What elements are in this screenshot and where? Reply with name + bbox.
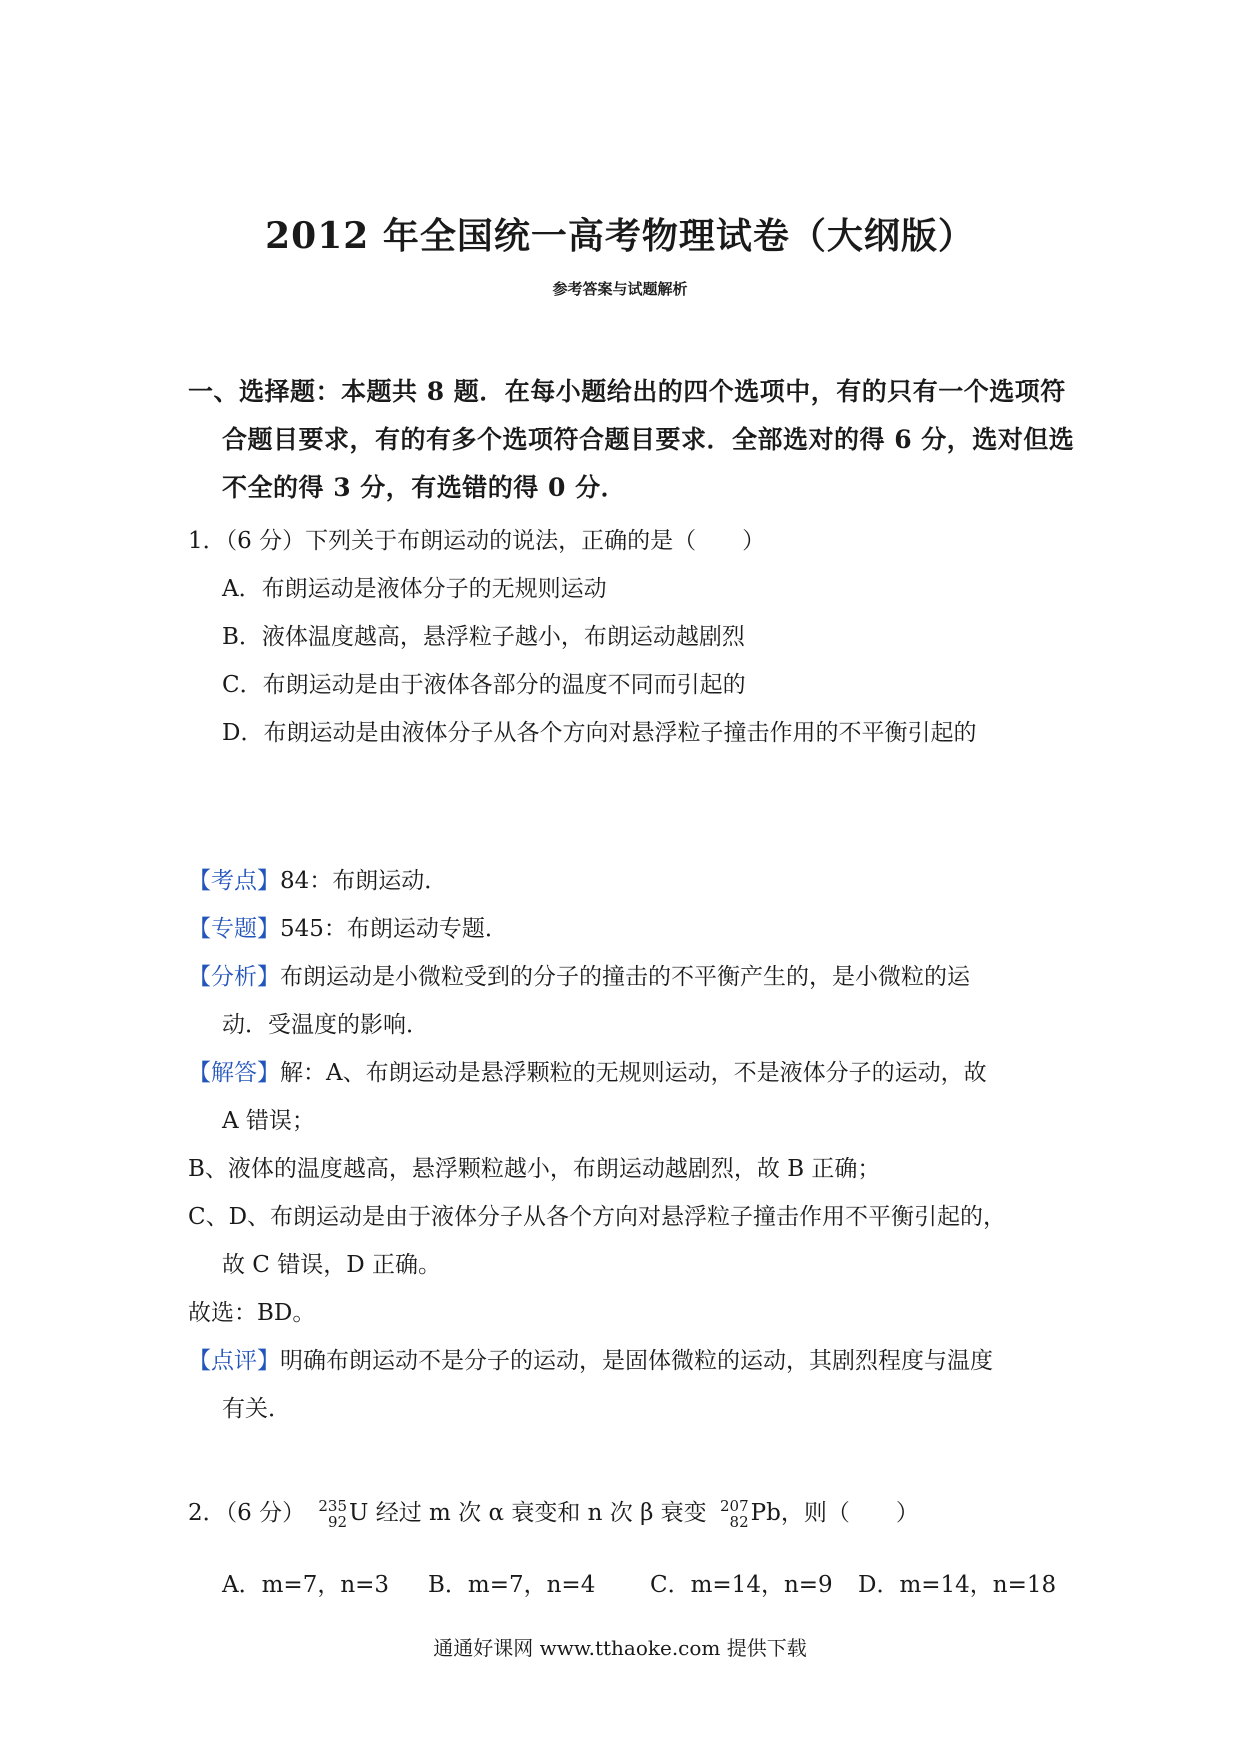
answer-line: 故选：BD。 bbox=[188, 1300, 316, 1326]
jieda-text: 解：A、布朗运动是悬浮颗粒的无规则运动，不是液体分子的运动，故 bbox=[280, 1060, 987, 1086]
fenxi-text: 布朗运动是小微粒受到的分子的撞击的不平衡产生的，是小微粒的运 bbox=[280, 964, 970, 990]
kaodian-text: 84：布朗运动． bbox=[280, 868, 448, 894]
jieda-line bbox=[188, 1054, 987, 1087]
section-heading-line-3: 不全的得 3 分，有选错的得 0 分． bbox=[222, 473, 627, 502]
question-2-option-a: A．m=7，n=3 bbox=[222, 1572, 390, 1598]
section-heading-line-2: 合题目要求，有的有多个选项符合题目要求．全部选对的得 6 分，选对但选 bbox=[222, 425, 1075, 454]
jieda-text-4: C、D、布朗运动是由于液体分子从各个方向对悬浮粒子撞击作用不平衡引起的， bbox=[188, 1204, 1007, 1230]
zhuanti-label: 【专题】 bbox=[188, 916, 280, 942]
question-1-option-d: D．布朗运动是由液体分子从各个方向对悬浮粒子撞击作用的不平衡引起的 bbox=[222, 720, 977, 746]
jieda-text-5: 故 C 错误，D 正确。 bbox=[222, 1252, 441, 1278]
question-2-stem bbox=[188, 1494, 919, 1530]
question-2-option-d: D．m=14，n=18 bbox=[858, 1572, 1057, 1598]
page-title: 2012 年全国统一高考物理试卷（大纲版） bbox=[265, 215, 975, 257]
uranium-mass-number: 235 bbox=[318, 1497, 348, 1515]
question-1-option-b: B．液体温度越高，悬浮粒子越小，布朗运动越剧烈 bbox=[222, 624, 745, 650]
dianping-text: 明确布朗运动不是分子的运动，是固体微粒的运动，其剧烈程度与温度 bbox=[280, 1348, 993, 1374]
section-heading-line-1: 一、选择题：本题共 8 题．在每小题给出的四个选项中，有的只有一个选项符 bbox=[188, 377, 1066, 406]
dianping-line bbox=[188, 1342, 993, 1375]
question-2-prefix: 2．（6 分） bbox=[188, 1500, 306, 1526]
question-1-option-a: A．布朗运动是液体分子的无规则运动 bbox=[222, 576, 607, 602]
page-footer: 通通好课网 www.tthaoke.com 提供下载 bbox=[433, 1636, 807, 1660]
lead-atomic-number: 82 bbox=[729, 1513, 749, 1531]
uranium-nuclide bbox=[318, 1498, 347, 1530]
question-2-option-c: C．m=14，n=9 bbox=[650, 1572, 833, 1598]
question-2-suffix: ，则（ ） bbox=[780, 1500, 919, 1526]
question-2-middle: 经过 m 次 α 衰变和 n 次 β 衰变 bbox=[375, 1500, 707, 1526]
jieda-label: 【解答】 bbox=[188, 1060, 280, 1086]
fenxi-label: 【分析】 bbox=[188, 964, 280, 990]
fenxi-text-continued: 动．受温度的影响． bbox=[222, 1012, 429, 1038]
lead-mass-number: 207 bbox=[720, 1497, 749, 1515]
dianping-label: 【点评】 bbox=[188, 1348, 280, 1374]
lead-symbol: Pb bbox=[750, 1500, 781, 1526]
zhuanti-text: 545：布朗运动专题． bbox=[280, 916, 508, 942]
dianping-text-continued: 有关． bbox=[222, 1396, 291, 1422]
question-1-option-c: C．布朗运动是由于液体各部分的温度不同而引起的 bbox=[222, 672, 746, 698]
page-subtitle: 参考答案与试题解析 bbox=[552, 280, 688, 298]
kaodian-label: 【考点】 bbox=[188, 868, 280, 894]
question-1-stem: 1．（6 分）下列关于布朗运动的说法，正确的是（ ） bbox=[188, 528, 766, 554]
zhuanti-line bbox=[188, 910, 508, 943]
question-2-option-b: B．m=7，n=4 bbox=[428, 1572, 596, 1598]
jieda-text-2: A 错误； bbox=[222, 1108, 315, 1134]
uranium-symbol: U bbox=[349, 1500, 369, 1526]
uranium-atomic-number: 92 bbox=[327, 1513, 348, 1531]
jieda-text-3: B、液体的温度越高，悬浮颗粒越小，布朗运动越剧烈，故 B 正确； bbox=[188, 1156, 881, 1182]
lead-nuclide bbox=[720, 1498, 749, 1530]
kaodian-line bbox=[188, 862, 447, 895]
fenxi-line bbox=[188, 958, 970, 991]
